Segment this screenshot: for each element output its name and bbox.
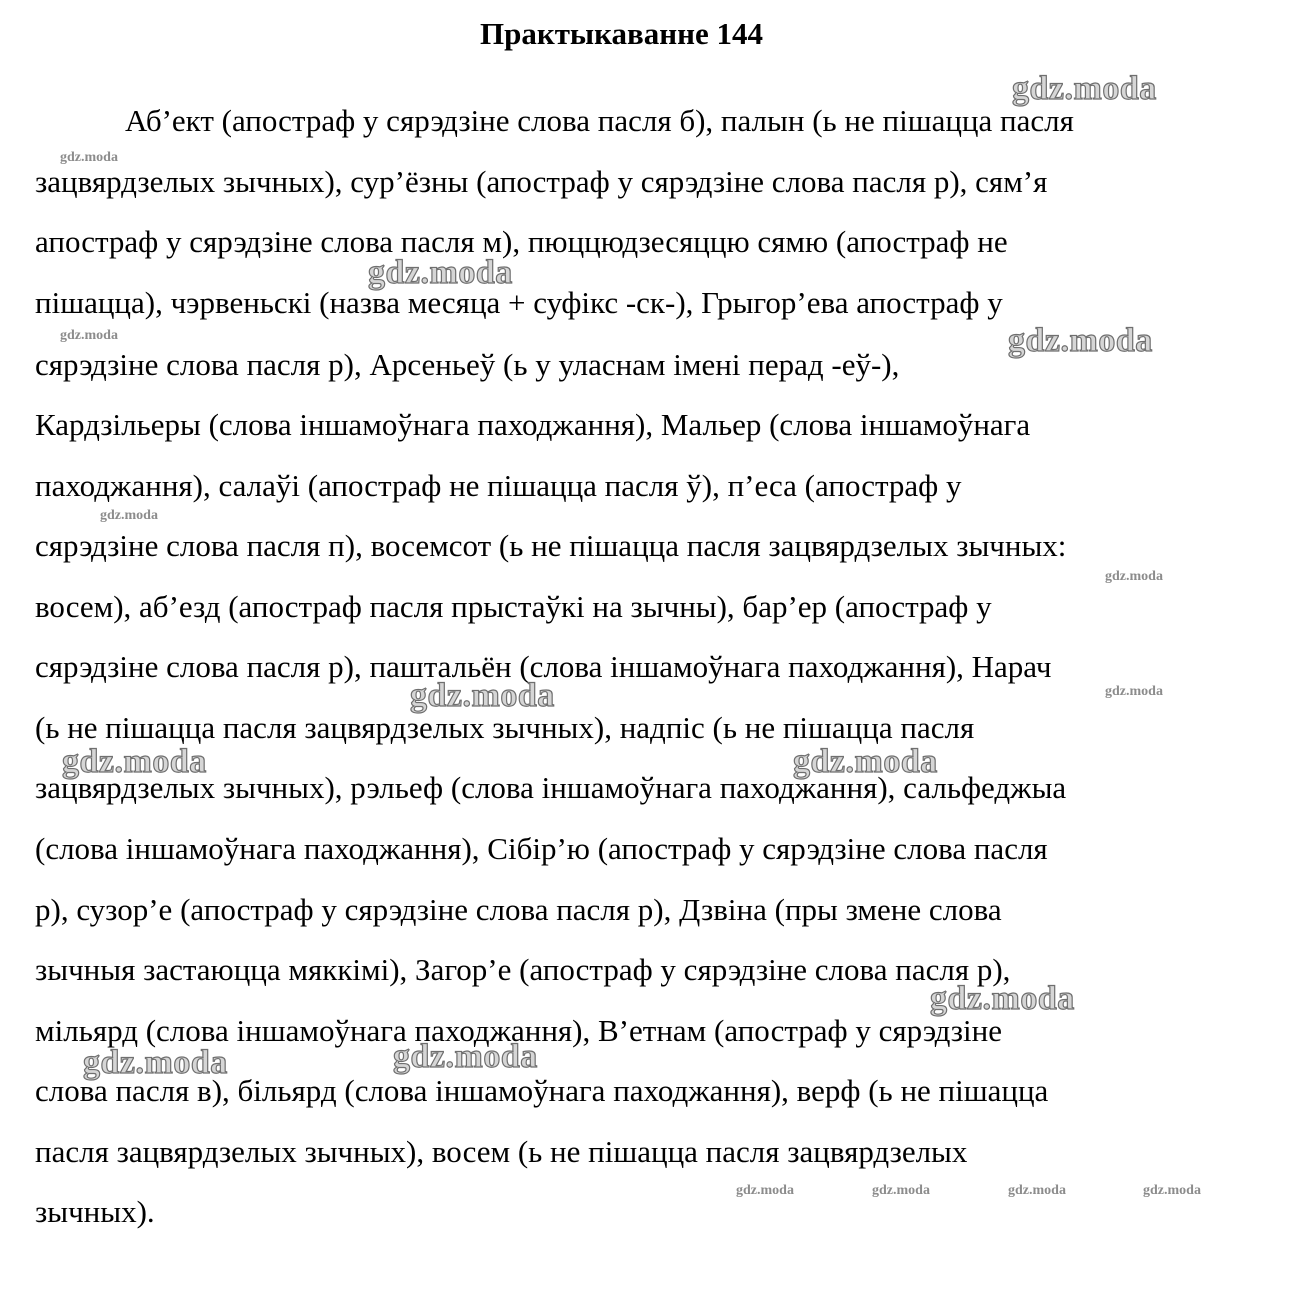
text-line: зычных). xyxy=(35,1194,155,1229)
text-line: Аб’ект (апостраф у сярэдзіне слова пасля б), палын (ь не пішацца пасля xyxy=(125,103,1074,138)
page-title: Практыкаванне 144 xyxy=(479,16,763,51)
watermark: gdz.moda xyxy=(872,1183,930,1198)
watermark: gdz.moda xyxy=(393,1038,538,1075)
text-line: слова пасля в), більярд (слова іншамоўнага паходжання), верф (ь не пішацца xyxy=(35,1073,1049,1108)
text-line: пішацца), чэрвеньскі (назва месяца + суфікс -ск-), Грыгор’ева апостраф у xyxy=(35,285,1003,320)
text-line: паходжання), салаўі (апостраф не пішацца пасля ў), п’еса (апостраф у xyxy=(35,468,962,503)
text-line: мільярд (слова іншамоўнага паходжання), В’етнам (апостраф у сярэдзіне xyxy=(35,1013,1002,1048)
watermark: gdz.moda xyxy=(930,980,1075,1017)
watermark: gdz.moda xyxy=(368,254,513,291)
text-line: (слова іншамоўнага паходжання), Сібір’ю (апостраф у сярэдзіне слова пасля xyxy=(35,831,1048,866)
watermark: gdz.moda xyxy=(1105,569,1163,584)
text-line: зычныя застаюцца мяккімі), Загор’е (апостраф у сярэдзіне слова пасля р), xyxy=(35,952,1011,987)
watermark: gdz.moda xyxy=(736,1183,794,1198)
text-line: сярэдзіне слова пасля р), паштальён (слова іншамоўнага паходжання), Нарач xyxy=(35,649,1052,684)
watermark: gdz.moda xyxy=(1008,322,1153,359)
watermark: gdz.moda xyxy=(60,150,118,165)
watermark: gdz.moda xyxy=(1012,70,1157,107)
watermark: gdz.moda xyxy=(60,328,118,343)
watermark: gdz.moda xyxy=(1008,1183,1066,1198)
watermark: gdz.moda xyxy=(1143,1183,1201,1198)
watermark: gdz.moda xyxy=(1105,684,1163,699)
watermark: gdz.moda xyxy=(83,1044,228,1081)
text-line: восем), аб’езд (апостраф пасля прыстаўкі на зычны), бар’ер (апостраф у xyxy=(35,589,992,624)
watermark: gdz.moda xyxy=(62,743,207,780)
text-line: сярэдзіне слова пасля р), Арсеньеў (ь у уласнам імені перад -еў-), xyxy=(35,347,900,382)
watermark: gdz.moda xyxy=(100,508,158,523)
text-line: зацвярдзелых зычных), сур’ёзны (апостраф у сярэдзіне слова пасля р), сям’я xyxy=(35,164,1048,199)
text-line: пасля зацвярдзелых зычных), восем (ь не пішацца пасля зацвярдзелых xyxy=(35,1134,968,1169)
text-line: Кардзільеры (слова іншамоўнага паходжання), Мальер (слова іншамоўнага xyxy=(35,407,1031,442)
watermark: gdz.moda xyxy=(410,677,555,714)
text-line: апостраф у сярэдзіне слова пасля м), пюццюдзесяццю сямю (апостраф не xyxy=(35,224,1008,259)
text-line: зацвярдзелых зычных), рэльеф (слова іншамоўнага паходжання), сальфеджыа xyxy=(35,770,1067,805)
text-line: (ь не пішацца пасля зацвярдзелых зычных), надпіс (ь не пішацца пасля xyxy=(35,710,975,745)
text-line: сярэдзіне слова пасля п), восемсот (ь не пішацца пасля зацвярдзелых зычных: xyxy=(35,528,1067,563)
text-line: р), сузор’е (апостраф у сярэдзіне слова пасля р), Дзвіна (пры змене слова xyxy=(35,892,1002,927)
watermark: gdz.moda xyxy=(793,743,938,780)
